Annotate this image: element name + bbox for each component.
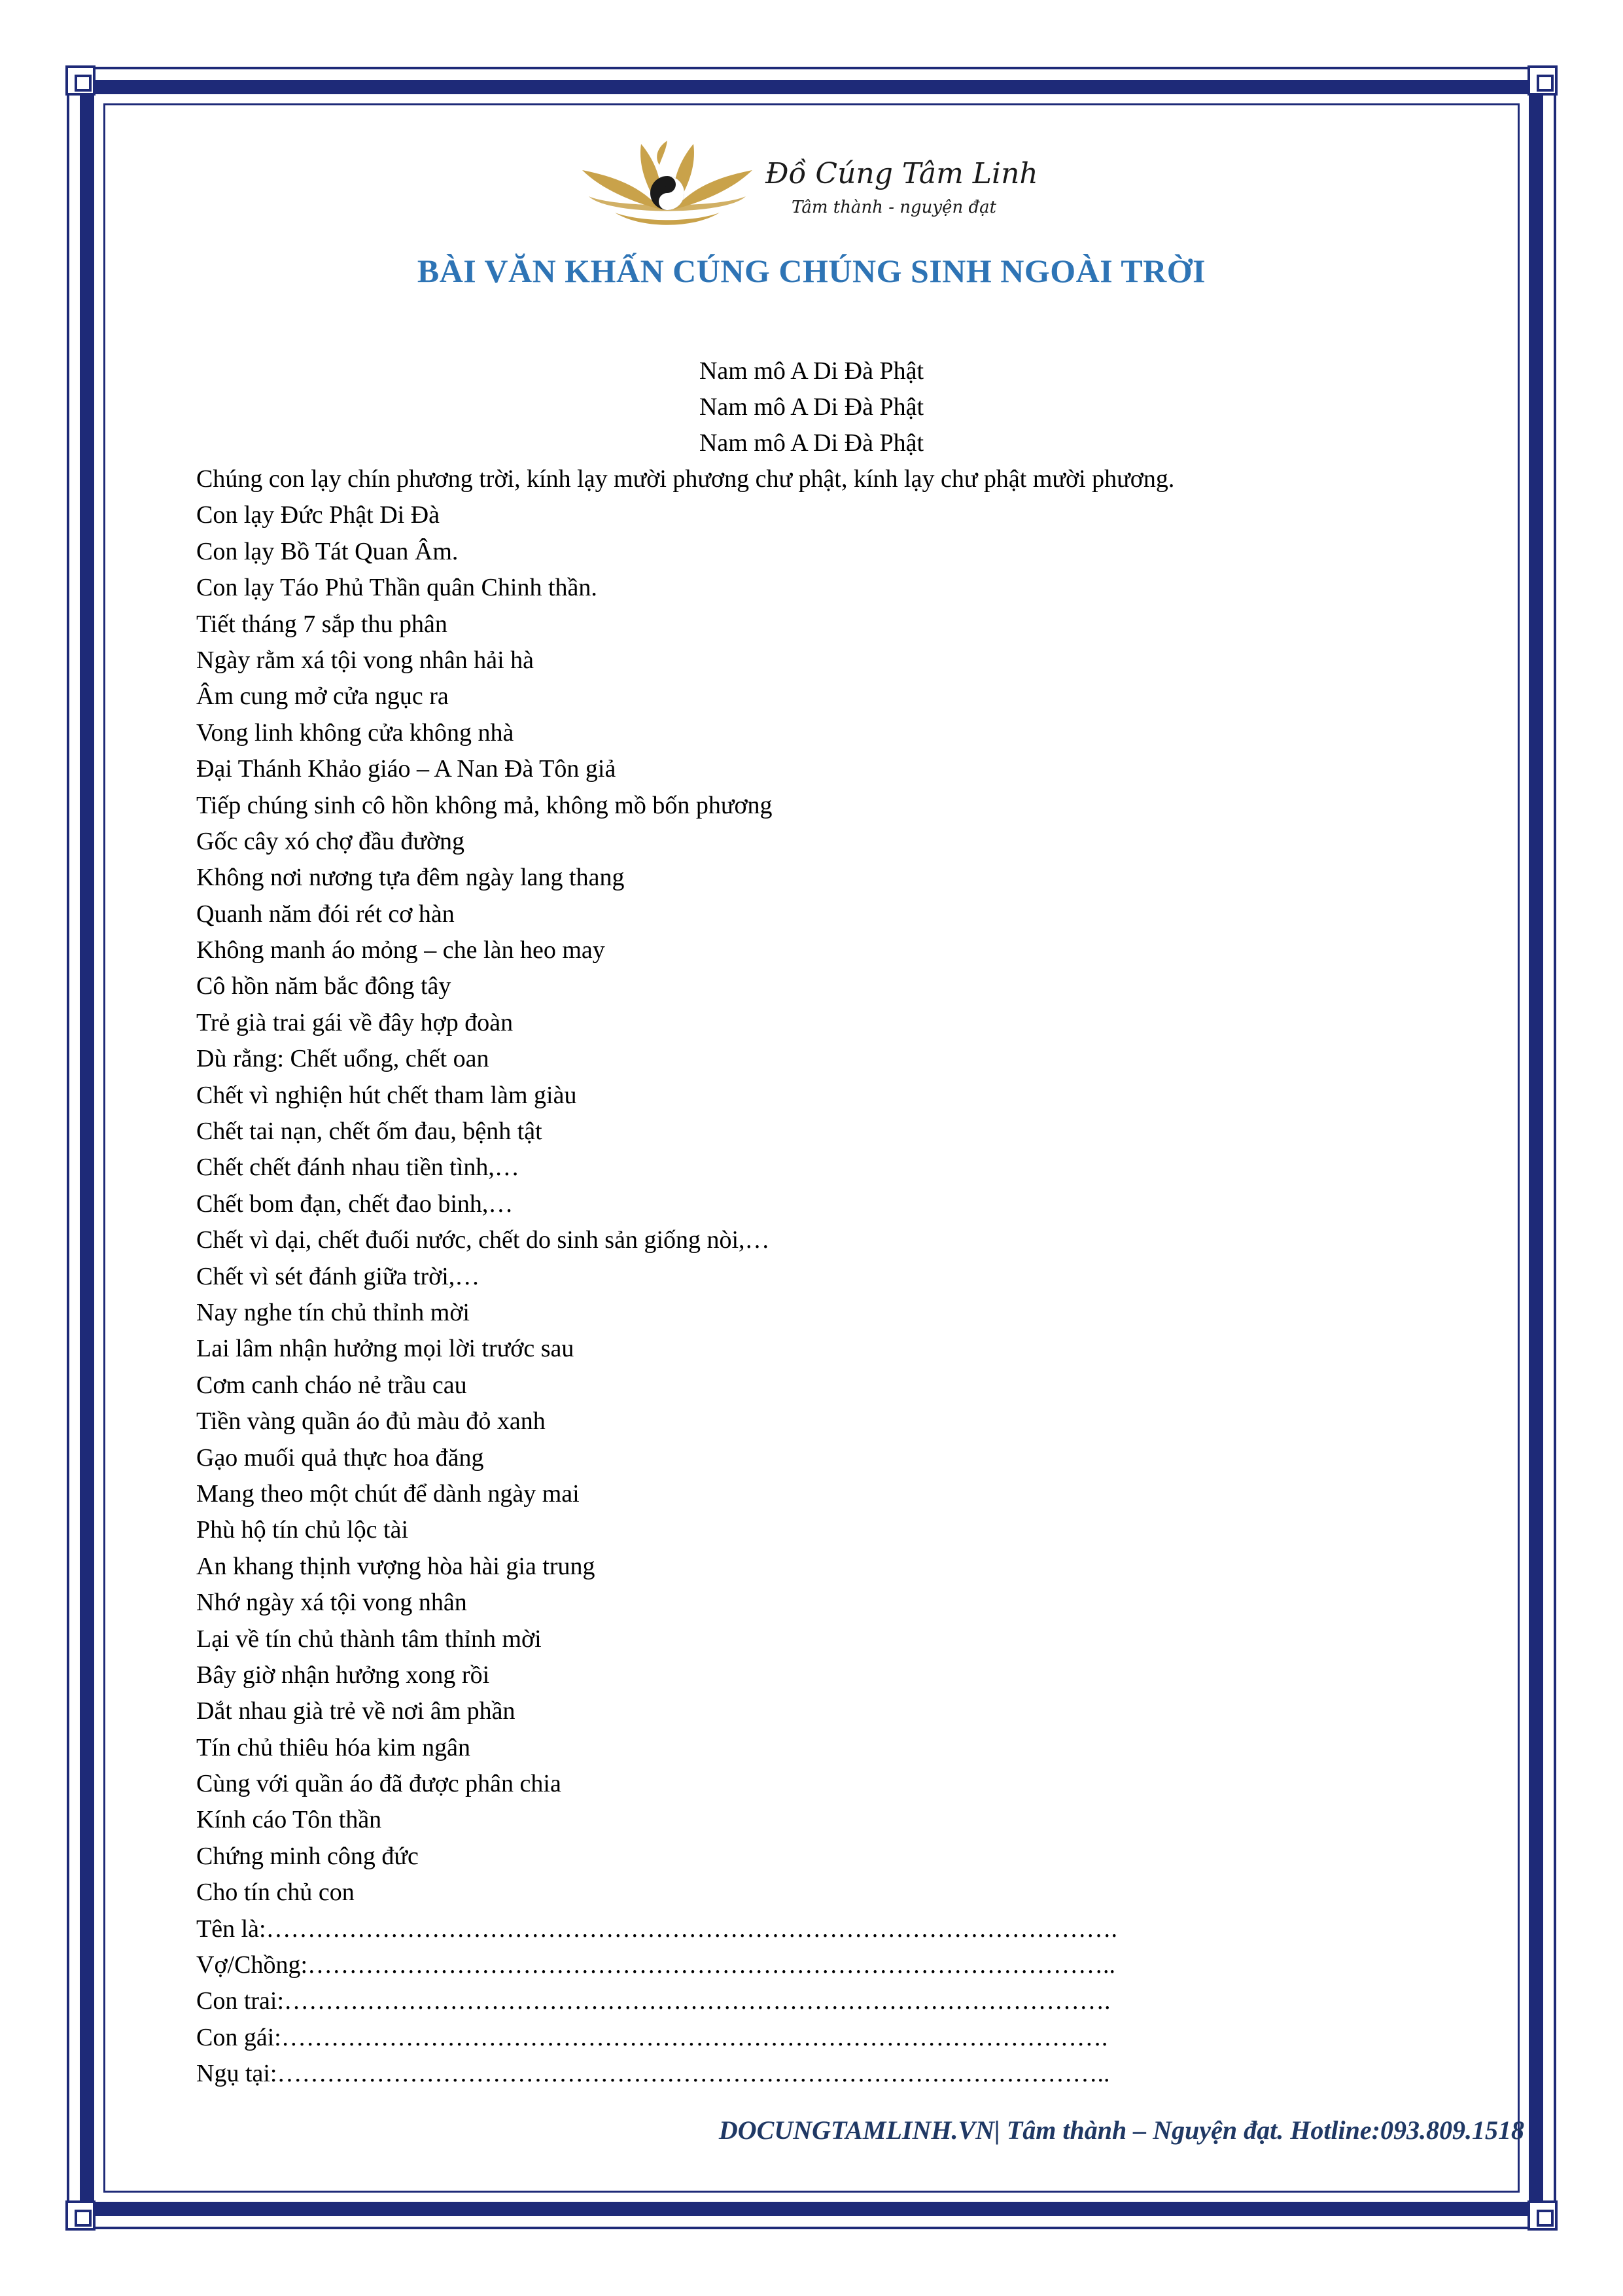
- son-field-line: Con trai:……………………………………………………………………………………….: [196, 1987, 1111, 2015]
- prayer-line: Bây giờ nhận hưởng xong rồi: [196, 1661, 490, 1689]
- prayer-line: Cô hồn năm bắc đông tây: [196, 972, 451, 1000]
- prayer-line: Không nơi nương tựa đêm ngày lang thang: [196, 864, 625, 892]
- spouse-field-line: Vợ/Chồng:……………………………………………………………………………………..: [196, 1951, 1115, 1979]
- prayer-line: Con lạy Táo Phủ Thần quân Chinh thần.: [196, 574, 597, 602]
- prayer-line: Cùng với quần áo đã được phân chia: [196, 1770, 561, 1798]
- prayer-line: Chết vì dại, chết đuối nước, chết do sinh sản giống nòi,…: [196, 1226, 770, 1254]
- brand-logo: [576, 131, 1038, 236]
- prayer-line: Vong linh không cửa không nhà: [196, 718, 514, 747]
- prayer-line: Con lạy Bồ Tát Quan Âm.: [196, 537, 459, 565]
- prayer-text: [196, 461, 1439, 2093]
- prayer-line: An khang thịnh vượng hòa hài gia trung: [196, 1552, 595, 1580]
- prayer-line: Cho tín chủ con: [196, 1879, 355, 1907]
- logo-tagline-text: Tâm thành - nguyện đạt: [792, 198, 997, 217]
- prayer-line: Chứng minh công đức: [196, 1842, 419, 1870]
- prayer-line: Chết bom đạn, chết đao binh,…: [196, 1190, 514, 1218]
- prayer-line: Cơm canh cháo nẻ trầu cau: [196, 1371, 467, 1399]
- border-corner-bottom-left: [65, 2200, 96, 2231]
- prayer-line: Không manh áo mỏng – che làn heo may: [196, 936, 605, 964]
- prayer-line: Chết vì nghiện hút chết tham làm giàu: [196, 1081, 577, 1109]
- border-corner-top-right: [1527, 65, 1558, 96]
- prayer-line: Chúng con lạy chín phương trời, kính lạy mười phương chư phật, kính lạy chư phật mười phương.: [196, 465, 1175, 493]
- prayer-line: Gạo muối quả thực hoa đăng: [196, 1443, 484, 1472]
- prayer-line: Đại Thánh Khảo giáo – A Nan Đà Tôn giả: [196, 755, 616, 783]
- logo-brand-text: Đồ Cúng Tâm Linh: [765, 157, 1038, 190]
- daughter-field-line: Con gái:……………………………………………………………………………………….: [196, 2023, 1108, 2051]
- prayer-line: Chết vì sét đánh giữa trời,…: [196, 1262, 480, 1290]
- chant-line-2: Nam mô A Di Đà Phật: [699, 393, 924, 421]
- border-corner-bottom-right: [1527, 2200, 1558, 2231]
- prayer-line: Phù hộ tín chủ lộc tài: [196, 1516, 409, 1544]
- prayer-line: Lai lâm nhận hưởng mọi lời trước sau: [196, 1335, 574, 1363]
- prayer-line: Âm cung mở cửa ngục ra: [196, 682, 449, 711]
- prayer-line: Tiền vàng quần áo đủ màu đỏ xanh: [196, 1407, 546, 1436]
- prayer-line: Kính cáo Tôn thần: [196, 1806, 382, 1834]
- prayer-line: Con lạy Đức Phật Di Đà: [196, 501, 440, 529]
- lotus-logo-icon: [576, 131, 1038, 236]
- prayer-line: Dắt nhau già trẻ về nơi âm phần: [196, 1697, 515, 1725]
- prayer-line: Tín chủ thiêu hóa kim ngân: [196, 1733, 470, 1761]
- page-title: BÀI VĂN KHẤN CÚNG CHÚNG SINH NGOÀI TRỜI: [417, 253, 1206, 289]
- prayer-line: Nhớ ngày xá tội vong nhân: [196, 1589, 467, 1617]
- chant-line-1: Nam mô A Di Đà Phật: [699, 357, 924, 385]
- page-footer: DOCUNGTAMLINH.VN| Tâm thành – Nguyện đạt. Hotline:093.809.1518: [718, 2115, 1524, 2145]
- prayer-line: Mang theo một chút để dành ngày mai: [196, 1479, 580, 1508]
- prayer-line: Quanh năm đói rét cơ hàn: [196, 900, 455, 928]
- prayer-line: Trẻ già trai gái về đây hợp đoàn: [196, 1008, 514, 1036]
- border-corner-top-left: [65, 65, 96, 96]
- address-field-line: Ngụ tại:………………………………………………………………………………………..: [196, 2060, 1110, 2088]
- chant-line-3: Nam mô A Di Đà Phật: [699, 429, 924, 457]
- prayer-line: Dù rằng: Chết uổng, chết oan: [196, 1045, 489, 1073]
- prayer-line: Tiếp chúng sinh cô hồn không mả, không mồ bốn phương: [196, 791, 773, 819]
- prayer-line: Chết tai nạn, chết ốm đau, bệnh tật: [196, 1118, 542, 1146]
- prayer-line: Tiết tháng 7 sắp thu phân: [196, 610, 447, 638]
- prayer-line: Chết chết đánh nhau tiền tình,…: [196, 1154, 519, 1182]
- name-field-line: Tên là:………………………………………………………………………………………….: [196, 1915, 1118, 1943]
- prayer-line: Gốc cây xó chợ đầu đường: [196, 827, 465, 855]
- prayer-line: Lại về tín chủ thành tâm thỉnh mời: [196, 1625, 542, 1653]
- prayer-line: Nay nghe tín chủ thỉnh mời: [196, 1298, 470, 1326]
- prayer-line: Ngày rằm xá tội vong nhân hải hà: [196, 646, 534, 674]
